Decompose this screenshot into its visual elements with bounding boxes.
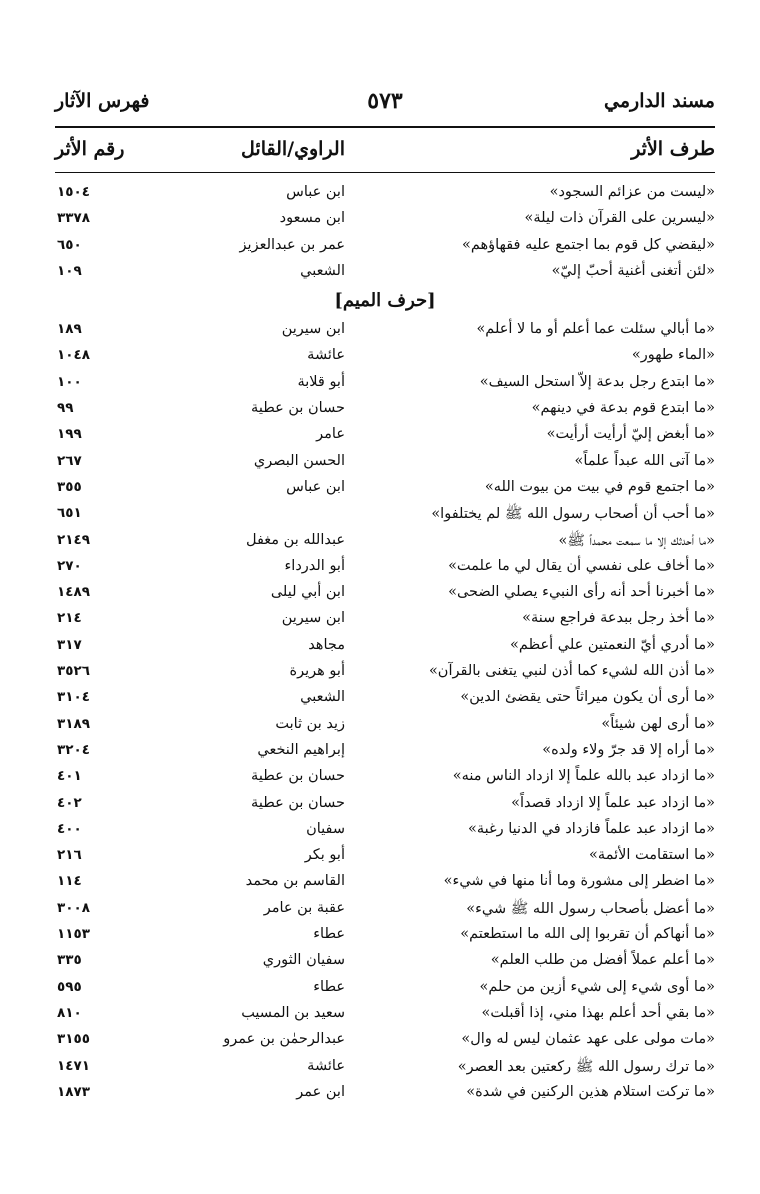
row-text: «ما ابتدع رجل بدعة إلاّ استحل السيف»: [479, 373, 715, 390]
row-narrator: عطاء: [313, 978, 345, 995]
row-number: ٣١٠٤: [57, 689, 90, 706]
row-narrator: إبراهيم النخعي: [257, 741, 345, 758]
row-text: «ما ازداد عبد علماً إلا ازداد قصداً»: [511, 794, 715, 811]
row-text: «ما اجتمع قوم في بيت من بيوت الله»: [484, 478, 715, 495]
table-row: [55, 555, 715, 581]
row-number: ٣٣٧٨: [57, 210, 90, 227]
row-narrator: ابن سيرين: [281, 610, 345, 627]
row-narrator: حسان بن عطية: [251, 400, 345, 417]
row-narrator: أبو قلابة: [297, 373, 345, 390]
row-narrator: أبو الدرداء: [284, 557, 345, 574]
row-narrator: زيد بن ثابت: [275, 715, 345, 732]
table-row: [55, 318, 715, 344]
row-number: ٥٩٥: [57, 978, 82, 995]
row-number: ١٩٩: [57, 426, 82, 443]
row-number: ٣٥٢٦: [57, 663, 90, 680]
column-headers: [55, 128, 715, 172]
row-narrator: ابن أبي ليلى: [270, 584, 345, 601]
row-text: «ما أبغض إليّ أرأيت أرأيت»: [546, 426, 715, 443]
row-text: «ما أراه إلا قد جرّ ولاء ولده»: [542, 741, 715, 758]
row-number: ٣١٧: [57, 636, 82, 653]
table-row: [55, 818, 715, 844]
row-number: ١٠٠: [57, 373, 82, 390]
row-number: ١١٤: [57, 873, 82, 890]
row-text: «ما أرى لهن شيئاً»: [601, 715, 715, 732]
row-narrator: عبدالرحمٰن بن عمرو: [223, 1031, 345, 1048]
row-narrator: الشعبي: [300, 689, 345, 706]
table-row: [55, 529, 715, 555]
table-row: [55, 397, 715, 423]
row-text: «ما أنهاكم أن تقربوا إلى الله ما استطعتم»: [460, 926, 715, 943]
table-row: [55, 260, 715, 286]
row-narrator: أبو هريرة: [289, 663, 345, 680]
table-row: [55, 792, 715, 818]
row-number: ١١٥٣: [57, 926, 90, 943]
row-narrator: عائشة: [307, 347, 345, 364]
section-heading: [حرف الميم]: [334, 290, 436, 312]
table-row: [55, 844, 715, 870]
row-text: «ما أخاف على نفسي أن يقال لي ما علمت»: [448, 557, 715, 574]
row-number: ٣٢٠٤: [57, 741, 90, 758]
row-number: ٤٠١: [57, 768, 82, 785]
table-row: [55, 660, 715, 686]
row-narrator: عقبة بن عامر: [263, 899, 345, 916]
row-narrator: حسان بن عطية: [251, 768, 345, 785]
index-page: [55, 86, 715, 1107]
row-narrator: الشعبي: [300, 262, 345, 279]
row-text: «ما أحب أن أصحاب رسول الله ﷺ لم يختلفوا»: [431, 506, 715, 523]
row-text: «ما ازداد عبد بالله علماً إلا ازداد الناس منه»: [452, 768, 715, 785]
row-number: ١٨٩: [57, 321, 82, 338]
row-number: ١٤٨٩: [57, 584, 90, 601]
row-text: «ما أذن الله لشيء كما أذن لنبي يتغنى بالقرآن»: [428, 663, 715, 680]
table-row: [55, 607, 715, 633]
row-text: «ما تركت استلام هذين الركنين في شدة»: [466, 1083, 715, 1100]
row-narrator: حسان بن عطية: [251, 794, 345, 811]
table-row: [55, 634, 715, 660]
row-text: «ما ابتدع قوم بدعة في دينهم»: [531, 400, 715, 417]
column-header-number: رقم الأثر: [55, 138, 125, 160]
table-row: [55, 897, 715, 923]
row-narrator: ابن عمر: [296, 1083, 345, 1100]
row-text: «ما أعلم عملاً أفضل من طلب العلم»: [490, 952, 715, 969]
row-number: ٤٠٢: [57, 794, 82, 811]
row-narrator: سفيان: [306, 820, 345, 837]
row-number: ١٠٤٨: [57, 347, 90, 364]
row-narrator: ابن سيرين: [281, 321, 345, 338]
table-row: [55, 344, 715, 370]
row-narrator: ابن عباس: [286, 478, 345, 495]
rows-before-section: [55, 181, 715, 286]
row-number: ٣٥٥: [57, 478, 82, 495]
table-row: [55, 450, 715, 476]
row-number: ٢٧٠: [57, 557, 82, 574]
row-text: «ما أخذ رجل ببدعة فراجع سنة»: [522, 610, 715, 627]
table-row: [55, 423, 715, 449]
row-number: ٣٣٥: [57, 952, 82, 969]
row-text: «ما ترك رسول الله ﷺ ركعتين بعد العصر»: [457, 1058, 715, 1075]
column-header-narrator: الراوي/القائل: [241, 138, 345, 160]
row-number: ٣٠٠٨: [57, 899, 90, 916]
row-text: «ما آتى الله عبداً علماً»: [574, 452, 715, 469]
table-row: [55, 713, 715, 739]
table-row: [55, 1028, 715, 1054]
row-number: ٢١٤٩: [57, 531, 90, 548]
table-row: [55, 923, 715, 949]
column-header-rule: [55, 172, 715, 173]
table-row: [55, 739, 715, 765]
row-narrator: عامر: [316, 426, 345, 443]
rows-after-section: [55, 318, 715, 1107]
row-text: «ليست من عزائم السجود»: [549, 184, 715, 200]
row-text: «ليقضي كل قوم بما اجتمع عليه فقهاؤهم»: [461, 236, 715, 253]
row-text: «ما بقي أحد أعلم بهذا مني، إذا أقبلت»: [481, 1004, 715, 1021]
table-row: [55, 686, 715, 712]
table-row: [55, 581, 715, 607]
page-number: ٥٧٣: [367, 88, 403, 114]
row-number: ٨١٠: [57, 1004, 82, 1021]
table-row: [55, 870, 715, 896]
row-number: ٢١٦: [57, 847, 82, 864]
row-number: ١٤٧١: [57, 1057, 90, 1074]
row-narrator: عائشة: [307, 1057, 345, 1074]
row-text: «مات مولى على عهد عثمان ليس له وال»: [461, 1031, 715, 1048]
book-title: مسند الدارمي: [604, 90, 715, 112]
row-number: ٣١٨٩: [57, 715, 90, 732]
row-number: ٩٩: [57, 400, 74, 417]
table-row: [55, 765, 715, 791]
row-narrator: سعيد بن المسيب: [241, 1004, 345, 1021]
row-number: ١٨٧٣: [57, 1083, 90, 1100]
row-text: «ما استقامت الأئمة»: [589, 847, 715, 864]
row-narrator: ابن عباس: [286, 184, 345, 200]
row-text: «ما ازداد عبد علماً فازداد في الدنيا رغبة»: [468, 820, 715, 837]
row-text: «ما أبالي سئلت عما أعلم أو ما لا أعلم»: [476, 321, 715, 338]
row-narrator: الحسن البصري: [253, 452, 345, 469]
column-header-text: طرف الأثر: [631, 138, 715, 160]
row-narrator: سفيان الثوري: [262, 952, 345, 969]
table-row: [55, 371, 715, 397]
row-number: ١٠٩: [57, 262, 82, 279]
row-narrator: عطاء: [313, 926, 345, 943]
row-text: «ما اضطر إلى مشورة وما أنا منها في شيء»: [443, 873, 715, 890]
table-row: [55, 502, 715, 528]
row-text: «ما أخبرنا أحد أنه رأى النبيء يصلي الضحى»: [448, 584, 715, 601]
row-number: ٢١٤: [57, 610, 82, 627]
row-narrator: أبو بكر: [304, 847, 345, 864]
row-text: «ما أوى شيء إلى شيء أزين من حلم»: [479, 978, 715, 995]
table-row: [55, 1002, 715, 1028]
row-narrator: القاسم بن محمد: [245, 873, 345, 890]
row-number: ٢٦٧: [57, 452, 82, 469]
table-row: [55, 976, 715, 1002]
running-head: [55, 86, 715, 120]
row-text: «ما أرى أن يكون ميراثاً حتى يقضئ الدين»: [460, 689, 715, 706]
table-row: [55, 949, 715, 975]
row-text: «ما أدري أيّ النعمتين علي أعظم»: [510, 636, 715, 653]
index-rows: [55, 181, 715, 1107]
table-row: [55, 1055, 715, 1081]
row-number: ٤٠٠: [57, 820, 82, 837]
row-text: «لئن أتغنى أغنية أحبّ إليّ»: [551, 262, 715, 279]
row-text: «ما أحدثك إلا ما سمعت محمداً ﷺ»: [558, 532, 715, 549]
table-row: [55, 181, 715, 207]
row-number: ٦٥١: [57, 505, 82, 522]
table-row: [55, 476, 715, 502]
row-text: «ليسرين على القرآن ذات ليلة»: [524, 210, 715, 227]
section-title: فهرس الآثار: [55, 90, 150, 112]
row-number: ٣١٥٥: [57, 1031, 90, 1048]
table-row: [55, 1081, 715, 1107]
row-text: «ما أعضل بأصحاب رسول الله ﷺ شيء»: [466, 900, 715, 917]
row-narrator: عمر بن عبدالعزيز: [239, 236, 345, 253]
table-row: [55, 207, 715, 233]
row-text: «الماء طهور»: [631, 347, 715, 364]
row-narrator: مجاهد: [308, 636, 345, 653]
row-number: ٦٥٠: [57, 236, 82, 253]
row-number: ١٥٠٤: [57, 184, 90, 200]
table-row: [55, 234, 715, 260]
row-narrator: عبدالله بن مغفل: [245, 531, 345, 548]
row-narrator: ابن مسعود: [279, 210, 345, 227]
